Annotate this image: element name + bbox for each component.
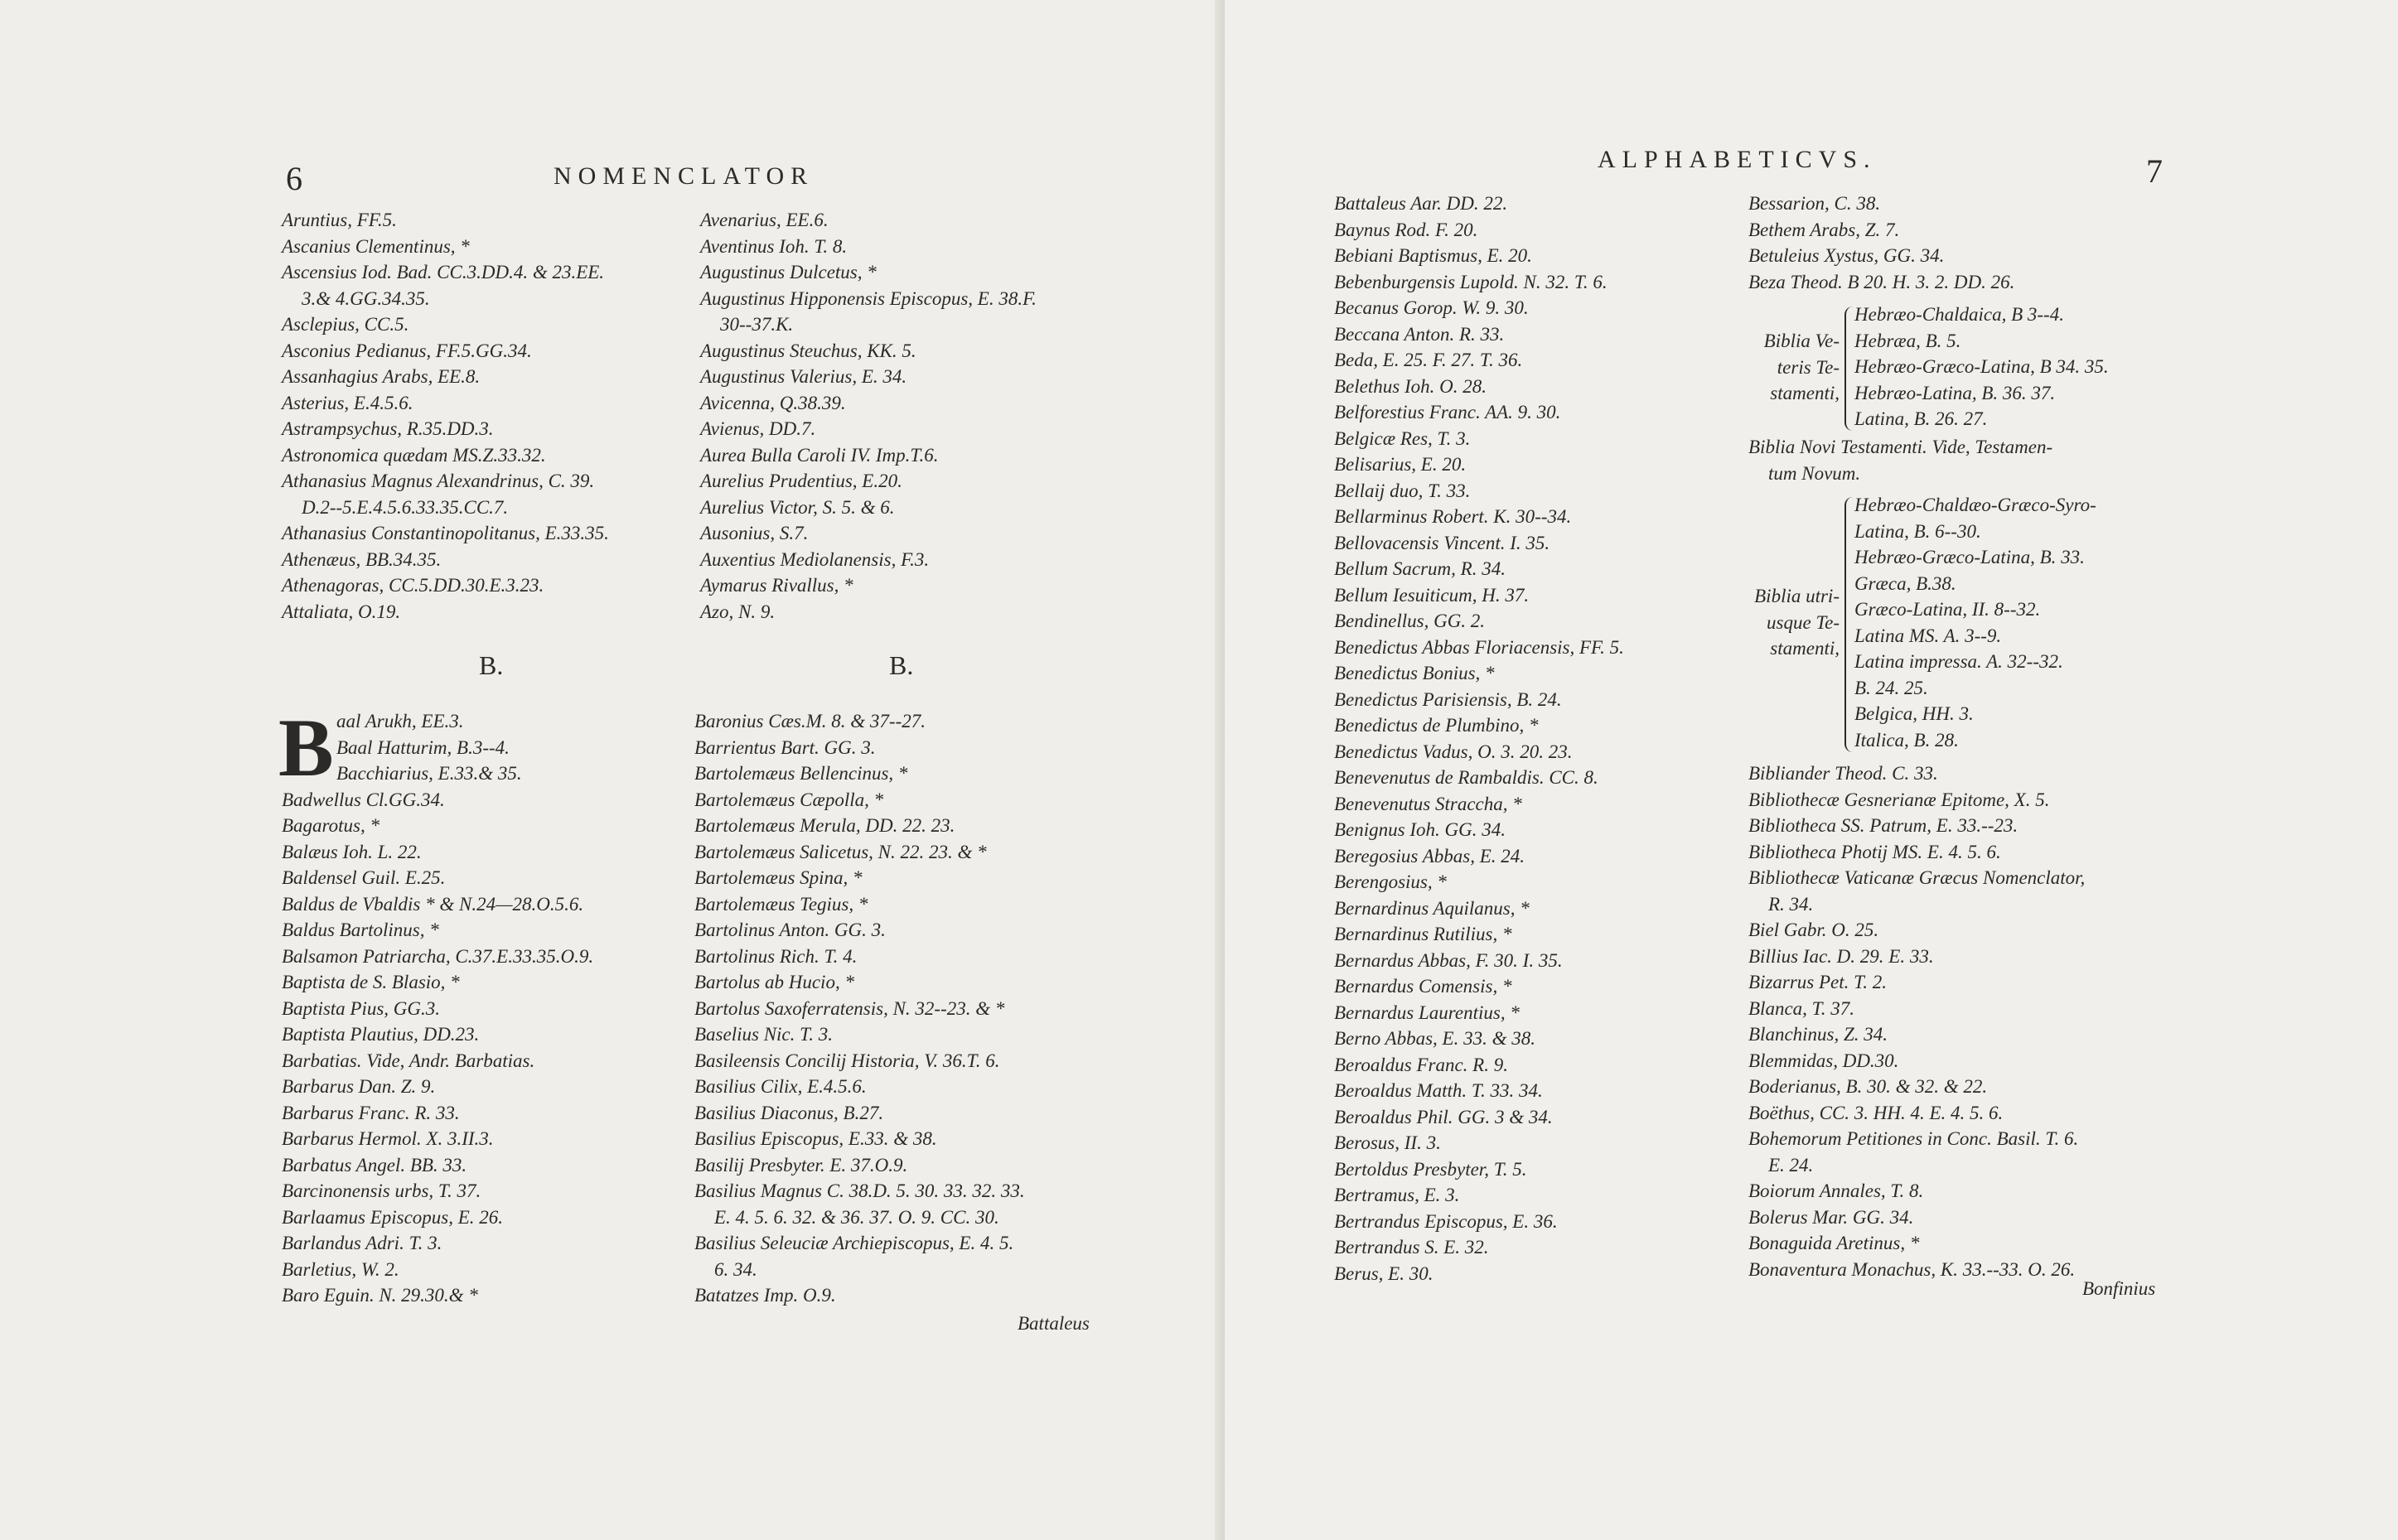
index-entry: Biblia Novi Testamenti. Vide, Testamen- xyxy=(1748,437,2053,457)
index-entry: Bessarion, C. 38. xyxy=(1748,193,1881,214)
index-entry-continuation: E. 24. xyxy=(1768,1154,1814,1176)
index-entry: Batatzes Imp. O.9. xyxy=(694,1285,836,1306)
brace-mark xyxy=(1844,307,1853,431)
index-entry: Bolerus Mar. GG. 34. xyxy=(1748,1206,1914,1228)
index-entry: Basilij Presbyter. E. 37.O.9. xyxy=(694,1154,908,1176)
index-entry: Græco-Latina, II. 8--32. xyxy=(1854,599,2041,620)
index-entry: Barcinonensis urbs, T. 37. xyxy=(282,1180,481,1201)
right-page xyxy=(1225,0,2398,1540)
index-entry: Beroaldus Franc. R. 9. xyxy=(1334,1054,1508,1075)
index-entry: Auxentius Mediolanensis, F.3. xyxy=(700,548,930,570)
index-entry: Benignus Ioh. GG. 34. xyxy=(1334,819,1506,840)
index-entry: Benedictus Abbas Floriacensis, FF. 5. xyxy=(1334,636,1624,658)
index-entry: Berus, E. 30. xyxy=(1334,1262,1433,1284)
index-entry: Bernardinus Rutilius, * xyxy=(1334,924,1512,944)
index-entry: Belisarius, E. 20. xyxy=(1334,454,1467,475)
index-entry: Asclepius, CC.5. xyxy=(282,314,409,335)
index-entry: Augustinus Hipponensis Episcopus, E. 38.F. xyxy=(700,287,1037,309)
index-entry: Avenarius, EE.6. xyxy=(700,210,829,230)
index-entry: Benedictus Parisiensis, B. 24. xyxy=(1334,688,1562,710)
index-entry: Augustinus Valerius, E. 34. xyxy=(700,366,907,387)
index-entry: Berno Abbas, E. 33. & 38. xyxy=(1334,1028,1535,1049)
index-entry: Boderianus, B. 30. & 32. & 22. xyxy=(1748,1076,1988,1097)
index-entry: Hebræa, B. 5. xyxy=(1854,330,1961,351)
index-entry: Belgica, HH. 3. xyxy=(1854,703,1974,724)
index-entry: Balæus Ioh. L. 22. xyxy=(282,841,422,862)
index-entry: Bartolemæus Bellencinus, * xyxy=(694,763,908,784)
index-entry: Aurelius Prudentius, E.20. xyxy=(700,471,902,491)
index-entry: Barlandus Adri. T. 3. xyxy=(282,1233,442,1253)
index-entry: Basilius Diaconus, B.27. xyxy=(694,1102,884,1123)
index-entry: Becanus Gorop. W. 9. 30. xyxy=(1334,297,1529,318)
index-entry: Latina, B. 26. 27. xyxy=(1854,408,1988,429)
index-entry: Bartolemæus Salicetus, N. 22. 23. & * xyxy=(694,841,987,862)
index-entry: Bellum Sacrum, R. 34. xyxy=(1334,558,1506,579)
index-entry: Athanasius Magnus Alexandrinus, C. 39. xyxy=(282,471,595,491)
index-entry: Bibliotheca SS. Patrum, E. 33.--23. xyxy=(1748,815,2018,836)
index-entry-continuation: D.2--5.E.4.5.6.33.35.CC.7. xyxy=(302,496,509,518)
index-entry-continuation: Latina, B. 6--30. xyxy=(1854,520,1981,542)
index-entry: Biel Gabr. O. 25. xyxy=(1748,920,1879,940)
index-entry: Bellarminus Robert. K. 30--34. xyxy=(1334,506,1572,527)
running-head: ALPHABETICVS. xyxy=(1598,146,1877,173)
index-entry: Astronomica quædam MS.Z.33.32. xyxy=(282,444,546,466)
index-entry: Ascanius Clementinus, * xyxy=(282,235,470,257)
index-entry: Bebiani Baptismus, E. 20. xyxy=(1334,245,1532,266)
index-entry: Augustinus Dulcetus, * xyxy=(700,262,877,282)
section-heading-b: B. xyxy=(889,650,914,680)
index-entry: Bartolinus Anton. GG. 3. xyxy=(694,920,886,940)
index-entry: Berengosius, * xyxy=(1334,871,1447,892)
index-entry: Beza Theod. B 20. H. 3. 2. DD. 26. xyxy=(1748,271,2015,292)
index-entry: Bartolinus Rich. T. 4. xyxy=(694,945,858,967)
index-entry: Baro Eguin. N. 29.30.& * xyxy=(282,1285,478,1306)
index-entry: Blanchinus, Z. 34. xyxy=(1748,1024,1888,1045)
index-column-3 xyxy=(282,708,593,1309)
index-entry: Assanhagius Arabs, EE.8. xyxy=(282,366,481,387)
index-entry: Beda, E. 25. F. 27. T. 36. xyxy=(1334,350,1523,370)
index-entry: Bohemorum Petitiones in Conc. Basil. T. 6. xyxy=(1748,1128,2079,1149)
index-entry: Basilius Magnus C. 38.D. 5. 30. 33. 32. 33. xyxy=(694,1180,1025,1201)
index-entry: Bellovacensis Vincent. I. 35. xyxy=(1334,532,1550,553)
index-entry: Azo, N. 9. xyxy=(700,601,776,622)
index-entry: Bonaguida Aretinus, * xyxy=(1748,1233,1920,1253)
index-entry: Beccana Anton. R. 33. xyxy=(1334,323,1505,345)
index-entry: Belforestius Franc. AA. 9. 30. xyxy=(1334,402,1561,422)
index-entry: Bertrandus Episcopus, E. 36. xyxy=(1334,1210,1558,1232)
index-entry: Hebræo-Græco-Latina, B. 33. xyxy=(1854,547,2085,567)
index-entry: Avienus, DD.7. xyxy=(700,418,816,439)
index-entry: Barletius, W. 2. xyxy=(282,1258,399,1280)
index-entry: Baldus Bartolinus, * xyxy=(282,920,439,940)
index-entry: Barbatus Angel. BB. 33. xyxy=(282,1154,467,1176)
index-entry: Ascensius Iod. Bad. CC.3.DD.4. & 23.EE. xyxy=(282,262,605,282)
index-entry: Barbarus Dan. Z. 9. xyxy=(282,1076,436,1097)
index-entry: Baronius Cæs.M. 8. & 37--27. xyxy=(694,711,926,731)
index-entry: Baselius Nic. T. 3. xyxy=(694,1024,833,1045)
brace-label: Biblia Ve- teris Te- stamenti, xyxy=(1763,331,1840,403)
index-entry: Bartolemæus Spina, * xyxy=(694,867,863,888)
biblia-veteris-brace xyxy=(1748,302,2109,436)
index-entry: Barbatias. Vide, Andr. Barbatias. xyxy=(282,1050,535,1071)
index-entry: Hebræo-Græco-Latina, B 34. 35. xyxy=(1854,356,2109,377)
index-entry: Benedictus de Plumbino, * xyxy=(1334,715,1539,736)
index-entry: Belgicæ Res, T. 3. xyxy=(1334,427,1471,449)
index-entry-continuation: E. 4. 5. 6. 32. & 36. 37. O. 9. CC. 30. xyxy=(714,1206,999,1228)
index-entry: Bellum Iesuiticum, H. 37. xyxy=(1334,584,1530,606)
index-entry: Benevenutus de Rambaldis. CC. 8. xyxy=(1334,767,1598,788)
index-entry: aal Arukh, EE.3. xyxy=(336,711,464,731)
index-entry: Basilius Seleuciæ Archiepiscopus, E. 4. 5. xyxy=(694,1233,1014,1253)
index-entry: Barbarus Hermol. X. 3.II.3. xyxy=(282,1128,494,1149)
index-entry: Boiorum Annales, T. 8. xyxy=(1748,1180,1924,1201)
index-entry: Bacchiarius, E.33.& 35. xyxy=(336,763,522,784)
index-entry: Bertramus, E. 3. xyxy=(1334,1185,1460,1205)
index-entry: Basilius Episcopus, E.33. & 38. xyxy=(694,1128,937,1149)
index-column-2 xyxy=(700,207,1037,625)
index-entry: Bertrandus S. E. 32. xyxy=(1334,1237,1489,1258)
brace-items xyxy=(1854,302,2109,432)
index-entry: Asconius Pedianus, FF.5.GG.34. xyxy=(282,340,532,361)
index-entry: Attaliata, O.19. xyxy=(282,601,401,622)
index-entry: Athenagoras, CC.5.DD.30.E.3.23. xyxy=(282,575,544,596)
index-entry-continuation: tum Novum. xyxy=(1768,462,1861,484)
index-entry: Beroaldus Matth. T. 33. 34. xyxy=(1334,1080,1543,1101)
index-column-2-bottom xyxy=(1748,760,2085,1282)
index-entry: Baldus de Vbaldis * & N.24—28.O.5.6. xyxy=(282,893,584,915)
catchword: Battaleus xyxy=(1018,1313,1090,1334)
index-entry: Belethus Ioh. O. 28. xyxy=(1334,375,1487,397)
index-entry: Aurelius Victor, S. 5. & 6. xyxy=(700,496,895,518)
index-entry: Berosus, II. 3. xyxy=(1334,1132,1441,1153)
index-entry: Ausonius, S.7. xyxy=(700,523,809,543)
index-entry-continuation: 30--37.K. xyxy=(720,314,794,335)
index-entry: Benedictus Bonius, * xyxy=(1334,663,1495,683)
index-entry: Benedictus Vadus, O. 3. 20. 23. xyxy=(1334,741,1573,762)
section-heading-b: B. xyxy=(479,650,504,680)
index-entry: Bartolus ab Hucio, * xyxy=(694,972,854,992)
page-number: 7 xyxy=(2146,152,2163,190)
running-head: NOMENCLATOR xyxy=(554,162,815,190)
index-entry: Asterius, E.4.5.6. xyxy=(282,392,413,413)
index-entry: Bebenburgensis Lupold. N. 32. T. 6. xyxy=(1334,271,1608,292)
catchword: Bonfinius xyxy=(2082,1278,2156,1299)
index-entry: Battaleus Aar. DD. 22. xyxy=(1334,193,1508,214)
index-entry: Avicenna, Q.38.39. xyxy=(700,392,846,413)
index-entry-continuation: R. 34. xyxy=(1768,893,1814,915)
index-entry: Græca, B.38. xyxy=(1854,572,1956,594)
index-entry: Bellaij duo, T. 33. xyxy=(1334,480,1471,501)
index-entry: Beregosius Abbas, E. 24. xyxy=(1334,845,1525,867)
index-entry: Bibliothecæ Vaticanæ Græcus Nomenclator, xyxy=(1748,867,2086,888)
index-entry: Aurea Bulla Caroli IV. Imp.T.6. xyxy=(700,444,939,466)
index-entry: Billius Iac. D. 29. E. 33. xyxy=(1748,945,1934,967)
index-entry: Hebræo-Latina, B. 36. 37. xyxy=(1854,382,2056,403)
index-entry: Latina MS. A. 3--9. xyxy=(1854,625,2002,646)
index-entry: Bethem Arabs, Z. 7. xyxy=(1748,219,1900,240)
index-entry: Bagarotus, * xyxy=(282,815,380,836)
index-entry: Bertoldus Presbyter, T. 5. xyxy=(1334,1158,1527,1180)
index-entry: Barlaamus Episcopus, E. 26. xyxy=(282,1206,504,1228)
index-entry: Bendinellus, GG. 2. xyxy=(1334,611,1486,631)
index-entry: Aventinus Ioh. T. 8. xyxy=(700,235,848,257)
index-entry: Blanca, T. 37. xyxy=(1748,997,1854,1019)
index-column-1 xyxy=(1334,191,1624,1287)
index-entry: Basileensis Concilij Historia, V. 36.T. 6. xyxy=(694,1050,1000,1071)
index-entry: Baldensel Guil. E.25. xyxy=(282,867,446,888)
index-entry: Baal Hatturim, B.3--4. xyxy=(336,736,510,758)
index-entry: Aymarus Rivallus, * xyxy=(700,575,853,596)
index-entry: Basilius Cilix, E.4.5.6. xyxy=(694,1076,867,1097)
index-entry: Baptista Plautius, DD.23. xyxy=(282,1024,480,1045)
index-entry: Athenæus, BB.34.35. xyxy=(282,548,442,570)
index-entry-continuation: 3.& 4.GG.34.35. xyxy=(302,287,430,309)
index-entry: Bernardus Laurentius, * xyxy=(1334,1002,1520,1023)
index-entry: Badwellus Cl.GG.34. xyxy=(282,789,445,810)
index-column-2-top xyxy=(1748,191,2014,295)
index-entry: Bartolemæus Cæpolla, * xyxy=(694,789,884,810)
brace-label: Biblia utri- usque Te- stamenti, xyxy=(1754,586,1840,659)
index-entry: Bonaventura Monachus, K. 33.--33. O. 26. xyxy=(1748,1258,2076,1280)
brace-mark xyxy=(1844,497,1853,752)
index-entry: Betuleius Xystus, GG. 34. xyxy=(1748,245,1945,266)
index-entry: Hebræo-Chaldæo-Græco-Syro- xyxy=(1854,495,2096,515)
index-column-2-mid xyxy=(1748,434,2052,486)
index-entry-continuation: B. 24. 25. xyxy=(1854,677,1928,698)
index-entry: Barbarus Franc. R. 33. xyxy=(282,1102,460,1123)
index-column-1 xyxy=(282,207,609,625)
index-entry: Astrampsychus, R.35.DD.3. xyxy=(282,418,494,439)
index-entry: Athanasius Constantinopolitanus, E.33.35. xyxy=(282,523,609,543)
index-column-4 xyxy=(694,708,1025,1309)
index-entry: Aruntius, FF.5. xyxy=(282,210,397,230)
index-entry: Hebræo-Chaldaica, B 3--4. xyxy=(1854,304,2064,325)
index-entry-continuation: 6. 34. xyxy=(714,1258,757,1280)
biblia-utriusque-brace xyxy=(1748,492,2096,757)
index-entry: Balsamon Patriarcha, C.37.E.33.35.O.9. xyxy=(282,945,594,967)
index-entry: Baptista Pius, GG.3. xyxy=(282,997,441,1019)
index-entry: Augustinus Steuchus, KK. 5. xyxy=(700,340,916,361)
index-entry: Bizarrus Pet. T. 2. xyxy=(1748,972,1887,992)
index-entry: Bibliander Theod. C. 33. xyxy=(1748,763,1938,784)
drop-cap: B xyxy=(278,702,334,794)
index-entry: Barrientus Bart. GG. 3. xyxy=(694,736,876,758)
index-entry: Baptista de S. Blasio, * xyxy=(282,972,460,992)
index-entry: Blemmidas, DD.30. xyxy=(1748,1050,1899,1071)
index-entry: Bibliothecæ Gesnerianæ Epitome, X. 5. xyxy=(1748,789,2050,810)
index-entry: Baynus Rod. F. 20. xyxy=(1334,219,1478,240)
index-entry: Beroaldus Phil. GG. 3 & 34. xyxy=(1334,1106,1553,1127)
index-entry: Bartolus Saxoferratensis, N. 32--23. & * xyxy=(694,997,1005,1019)
page-number: 6 xyxy=(286,160,302,197)
index-entry: Bibliotheca Photij MS. E. 4. 5. 6. xyxy=(1748,841,2001,862)
index-entry: Bernardinus Aquilanus, * xyxy=(1334,897,1530,919)
index-entry: Bartolemæus Tegius, * xyxy=(694,893,868,915)
index-entry: Bartolemæus Merula, DD. 22. 23. xyxy=(694,815,955,836)
index-entry: Latina impressa. A. 32--32. xyxy=(1854,651,2063,672)
brace-items xyxy=(1854,492,2096,753)
index-entry: Benevenutus Straccha, * xyxy=(1334,793,1522,814)
index-entry: Bernardus Abbas, F. 30. I. 35. xyxy=(1334,949,1563,971)
index-entry: Italica, B. 28. xyxy=(1854,729,1959,751)
index-entry: Bernardus Comensis, * xyxy=(1334,976,1512,997)
index-entry: Boëthus, CC. 3. HH. 4. E. 4. 5. 6. xyxy=(1748,1102,2004,1123)
